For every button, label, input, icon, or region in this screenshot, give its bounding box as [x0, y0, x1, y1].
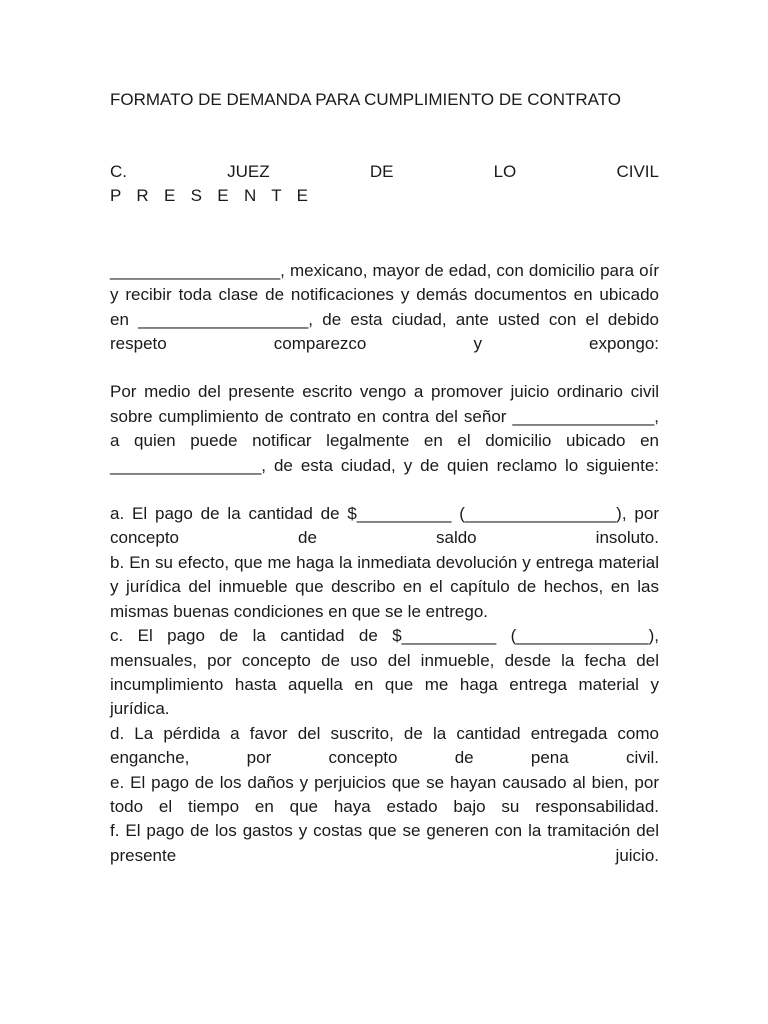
claims-list	[110, 502, 659, 868]
demand-paragraph: Por medio del presente escrito vengo a promover juicio ordinario civil sobre cumplimiento de contrato en contra del señor _______________, a quien puede notificar legalmente en el domicilio ubicado en ________________, de esta ciudad, y de quien reclamo lo siguiente:	[110, 382, 659, 475]
claim-item: f. El pago de los gastos y costas que se generen con la tramitación del presente juicio.	[110, 821, 659, 865]
salutation-word: CIVIL	[616, 162, 659, 181]
salutation-word: LO	[493, 162, 517, 181]
intro-paragraph: __________________, mexicano, mayor de edad, con domicilio para oír y recibir toda clase de notificaciones y demás documentos en ubicado en __________________, de esta ciudad, ante usted con el debido respeto comparezco y expongo:	[110, 260, 659, 354]
document-page	[110, 88, 659, 868]
claim-item: c. El pago de la cantidad de $__________ (______________), mensuales, por concepto de uso del inmueble, desde la fecha del incumplimiento hasta aquella en que me haga entrega material y jurídica.	[110, 626, 659, 719]
salutation-word: C.	[110, 162, 127, 181]
claim-item: b. En su efecto, que me haga la inmediata devolución y entrega material y jurídica del inmueble que describo en el capítulo de hechos, en las mismas buenas condiciones en que se le entrego.	[110, 552, 659, 621]
salutation-presente: P R E S E N T E	[110, 186, 314, 206]
salutation-block	[110, 160, 659, 209]
salutation-word: JUEZ	[227, 162, 270, 181]
salutation-word: DE	[369, 162, 394, 181]
claim-item: d. La pérdida a favor del suscrito, de la cantidad entregada como enganche, por concepto de pena civil.	[110, 723, 659, 768]
claim-item: a. El pago de la cantidad de $__________ (________________), por concepto de saldo insoluto.	[110, 504, 659, 548]
claim-item: e. El pago de los daños y perjuicios que se hayan causado al bien, por todo el tiempo en que haya estado bajo su responsabilidad.	[110, 772, 659, 816]
document-title: FORMATO DE DEMANDA PARA CUMPLIMIENTO DE CONTRATO	[110, 90, 622, 109]
salutation-addressee	[110, 160, 659, 184]
